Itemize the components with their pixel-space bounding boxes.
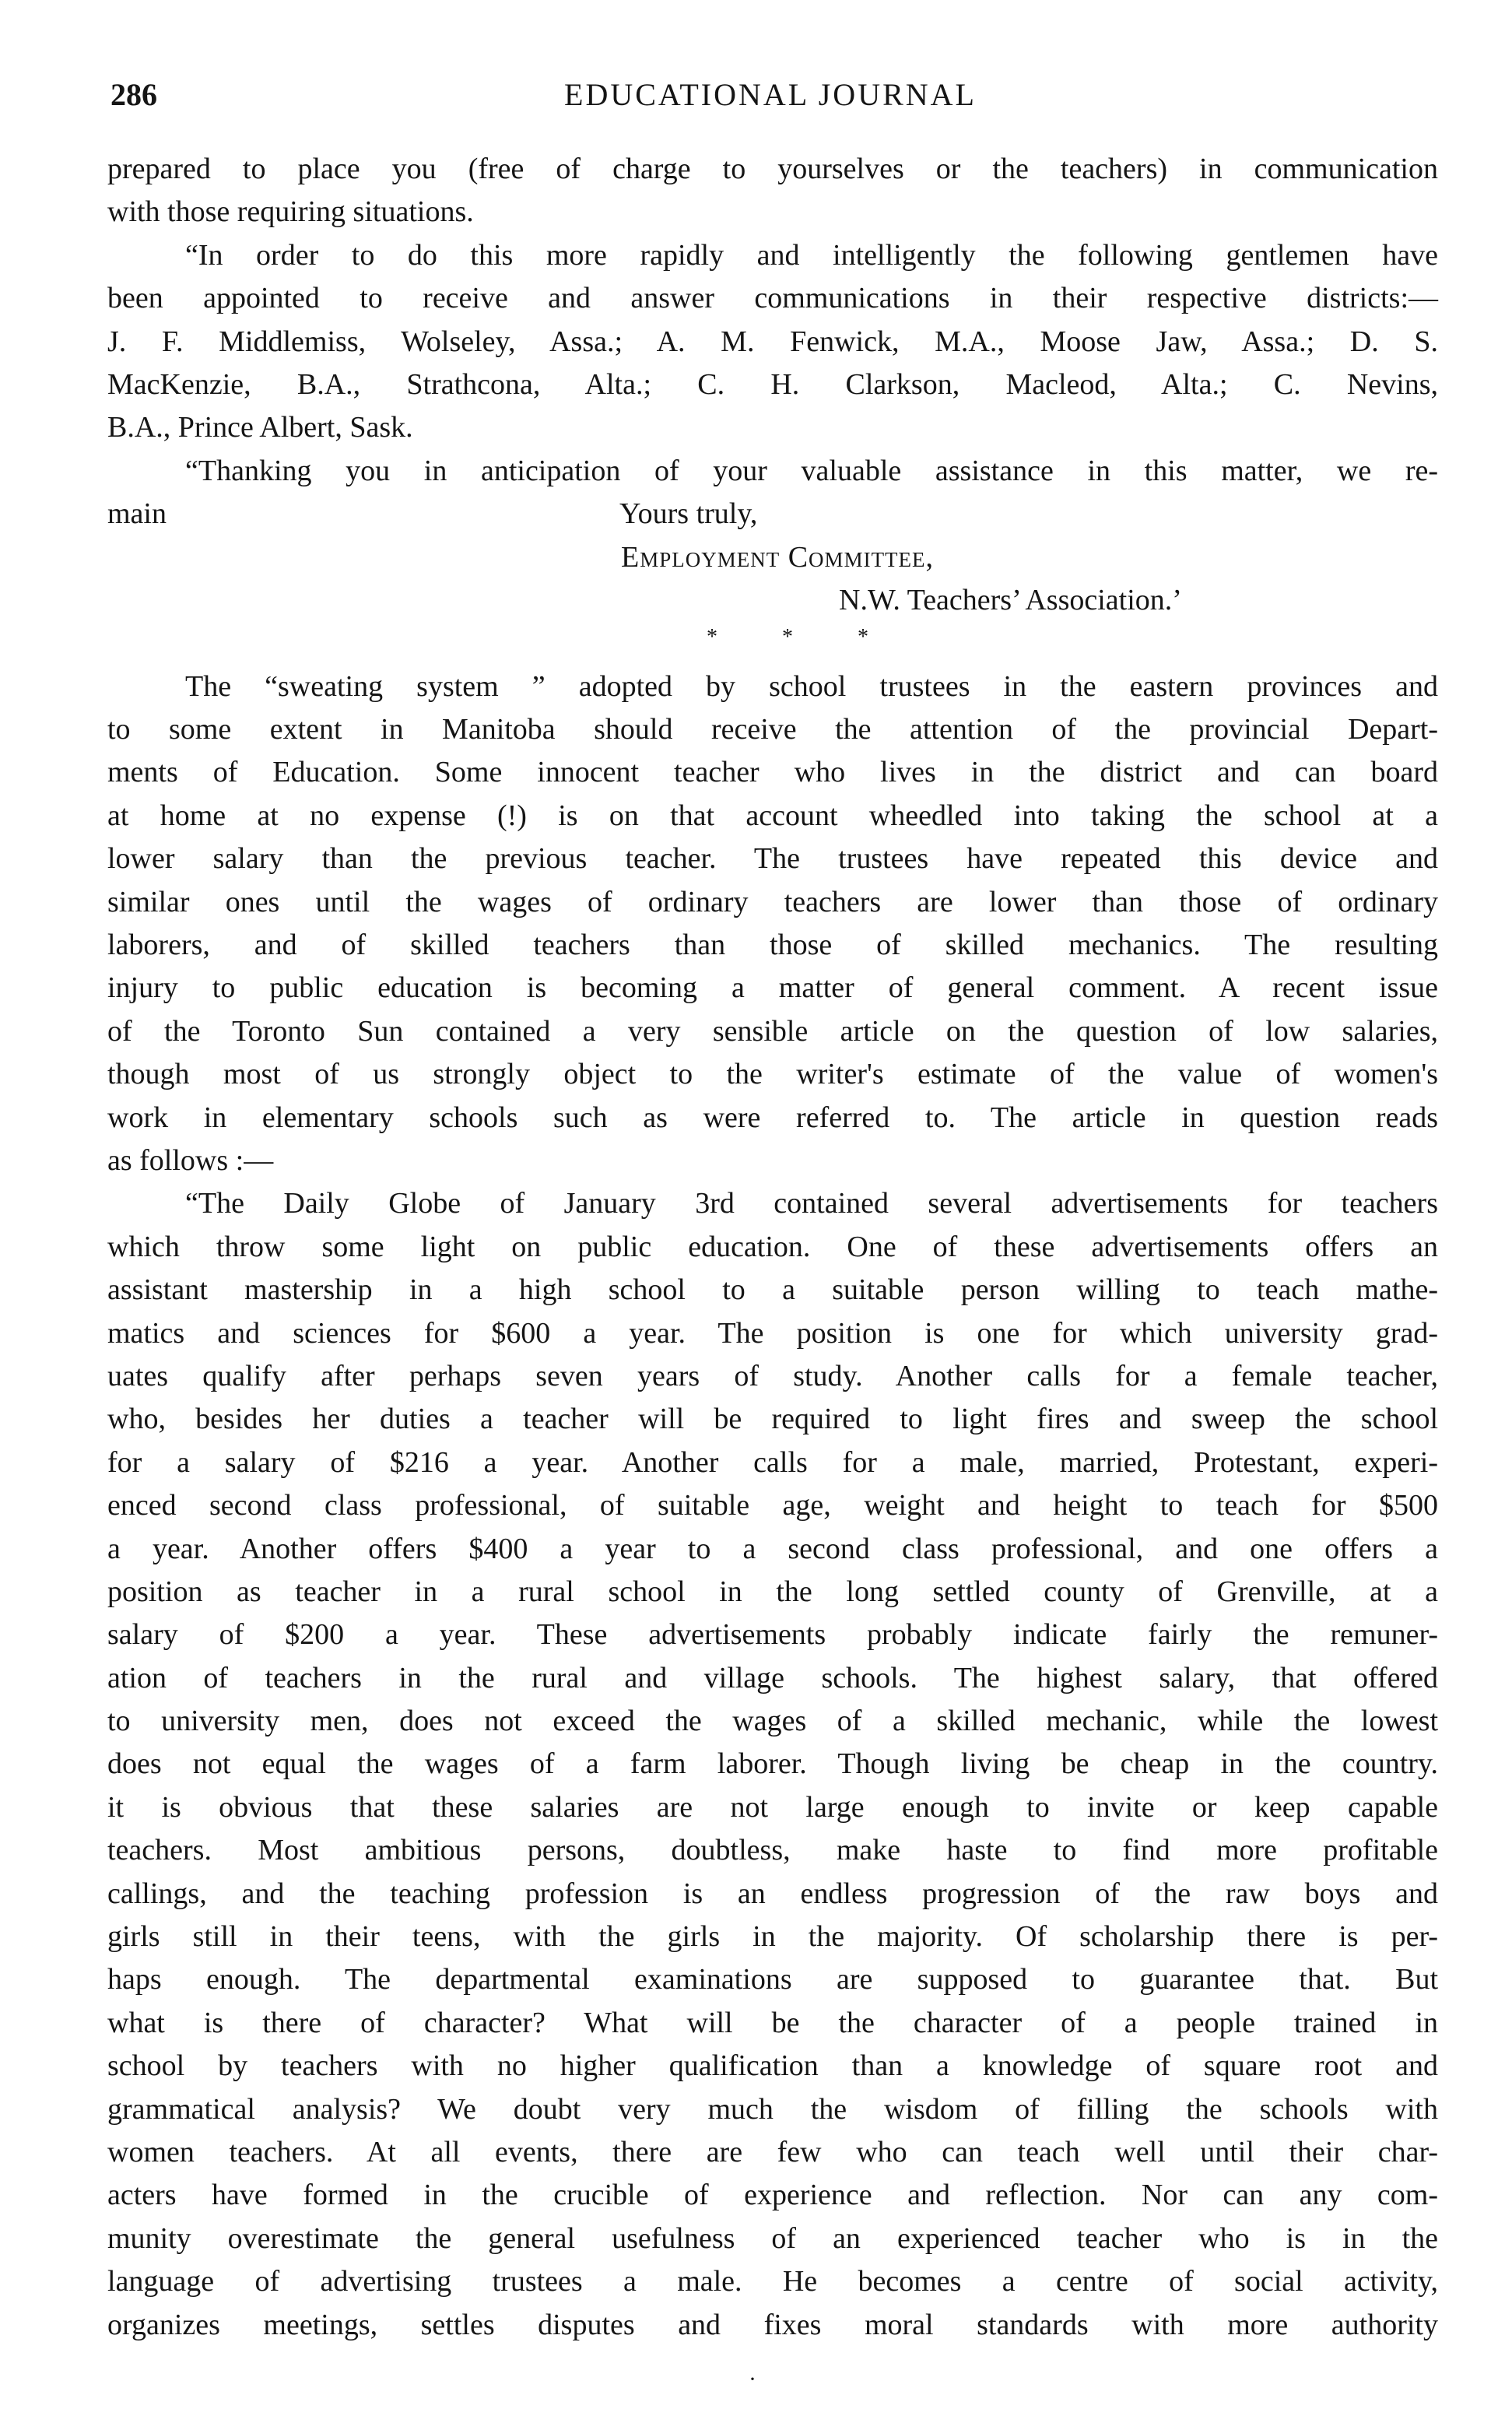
text-line: haps enough. The departmental examinations are supposed to guarantee that. But xyxy=(107,1963,1438,1996)
text-line: lower salary than the previous teacher. The trustees have repeated this device and xyxy=(107,842,1438,876)
text-line: language of advertising trustees a male. He becomes a centre of social activity, xyxy=(107,2265,1438,2298)
text-line: work in elementary schools such as were referred to. The article in question reads xyxy=(107,1101,1438,1134)
text-line: teachers. Most ambitious persons, doubtless, make haste to find more profitable xyxy=(107,1834,1438,1867)
text-line: prepared to place you (free of charge to yourselves or the teachers) in communication xyxy=(107,153,1438,185)
text-line: what is there of character? What will be the character of a people trained in xyxy=(107,2006,1438,2039)
closing-line xyxy=(107,493,1438,536)
text-line: who, besides her duties a teacher will be required to light fires and sweep the school xyxy=(107,1403,1438,1436)
body-text xyxy=(107,148,1438,2347)
signature-committee: Employment Committee, xyxy=(621,540,935,574)
text-line: position as teacher in a rural school in the long settled county of Grenville, at a xyxy=(107,1575,1438,1608)
text-line: does not equal the wages of a farm laborer. Though living be cheap in the country. xyxy=(107,1747,1438,1781)
text-line: women teachers. At all events, there are few who can teach well until their char- xyxy=(107,2135,1438,2168)
text-line: munity overestimate the general usefulness of an experienced teacher who is in the xyxy=(107,2221,1438,2255)
text-line: which throw some light on public education. One of these advertisements offers an xyxy=(107,1230,1438,1263)
text-line: with those requiring situations. xyxy=(107,195,474,229)
text-line: “In order to do this more rapidly and intelligently the following gentlemen have xyxy=(185,238,1438,272)
text-line: enced second class professional, of suitable age, weight and height to teach for $500 xyxy=(107,1489,1438,1522)
page-number: 286 xyxy=(111,77,157,112)
closing-yours-truly: Yours truly, xyxy=(619,497,758,531)
text-line: ation of teachers in the rural and village schools. The highest salary, that offered xyxy=(107,1661,1438,1694)
text-line: injury to public education is becoming a matter of general comment. A recent issue xyxy=(107,971,1438,1005)
stray-mark: · xyxy=(749,2366,756,2392)
text-line: organizes meetings, settles disputes and fixes moral standards with more authority xyxy=(107,2308,1438,2341)
text-line: to university men, does not exceed the wages of a skilled mechanic, while the lowest xyxy=(107,1705,1438,1738)
text-line: J. F. Middlemiss, Wolseley, Assa.; A. M. Fenwick, M.A., Moose Jaw, Assa.; D. S. xyxy=(107,325,1438,358)
text-line: acters have formed in the crucible of experience and reflection. Nor can any com- xyxy=(107,2179,1438,2212)
text-line: “The Daily Globe of January 3rd contained several advertisements for teachers xyxy=(185,1187,1438,1220)
text-line: “Thanking you in anticipation of your valuable assistance in this matter, we re- xyxy=(185,454,1438,487)
text-line: for a salary of $216 a year. Another calls for a male, married, Protestant, experi- xyxy=(107,1445,1438,1479)
text-line: a year. Another offers $400 a year to a second class professional, and one offers a xyxy=(107,1532,1438,1565)
text-line: MacKenzie, B.A., Strathcona, Alta.; C. H. Clarkson, Macleod, Alta.; C. Nevins, xyxy=(107,367,1438,401)
text-line: grammatical analysis? We doubt very much the wisdom of filling the schools with xyxy=(107,2092,1438,2126)
text-line: girls still in their teens, with the girls in the majority. Of scholarship there is per- xyxy=(107,1920,1438,1954)
text-line: callings, and the teaching profession is an endless progression of the raw boys and xyxy=(107,1877,1438,1910)
text-line: of the Toronto Sun contained a very sensible article on the question of low salaries, xyxy=(107,1014,1438,1048)
text-line: as follows :— xyxy=(107,1143,274,1177)
text-line: been appointed to receive and answer communications in their respective districts:— xyxy=(107,282,1438,315)
text-line: at home at no expense (!) is on that account wheedled into taking the school at a xyxy=(107,799,1438,832)
text-line: school by teachers with no higher qualification than a knowledge of square root and xyxy=(107,2049,1438,2083)
text-line: B.A., Prince Albert, Sask. xyxy=(107,411,413,444)
text-line: it is obvious that these salaries are not large enough to invite or keep capable xyxy=(107,1790,1438,1824)
text-line: though most of us strongly object to the writer's estimate of the value of women's xyxy=(107,1058,1438,1091)
text-line: salary of $200 a year. These advertisements probably indicate fairly the remuner- xyxy=(107,1618,1438,1652)
signature-association: N.W. Teachers’ Association.’ xyxy=(839,583,1182,616)
text-line: to some extent in Manitoba should receive the attention of the provincial Depart- xyxy=(107,713,1438,746)
text-line: uates qualify after perhaps seven years of study. Another calls for a female teacher, xyxy=(107,1359,1438,1392)
text-line: The “sweating system ” adopted by school trustees in the eastern provinces and xyxy=(185,669,1438,703)
running-title: EDUCATIONAL JOURNAL xyxy=(564,77,977,112)
text-line: assistant mastership in a high school to a suitable person willing to teach mathe- xyxy=(107,1273,1438,1307)
closing-remain: main xyxy=(107,497,167,531)
text-line: ments of Education. Some innocent teacher who lives in the district and can board xyxy=(107,756,1438,789)
page-header xyxy=(101,72,1440,118)
text-line: similar ones until the wages of ordinary teachers are lower than those of ordinary xyxy=(107,885,1438,918)
section-separator: * * * xyxy=(707,625,898,650)
text-line: matics and sciences for $600 a year. The position is one for which university grad- xyxy=(107,1316,1438,1350)
text-line: laborers, and of skilled teachers than those of skilled mechanics. The resulting xyxy=(107,929,1438,962)
